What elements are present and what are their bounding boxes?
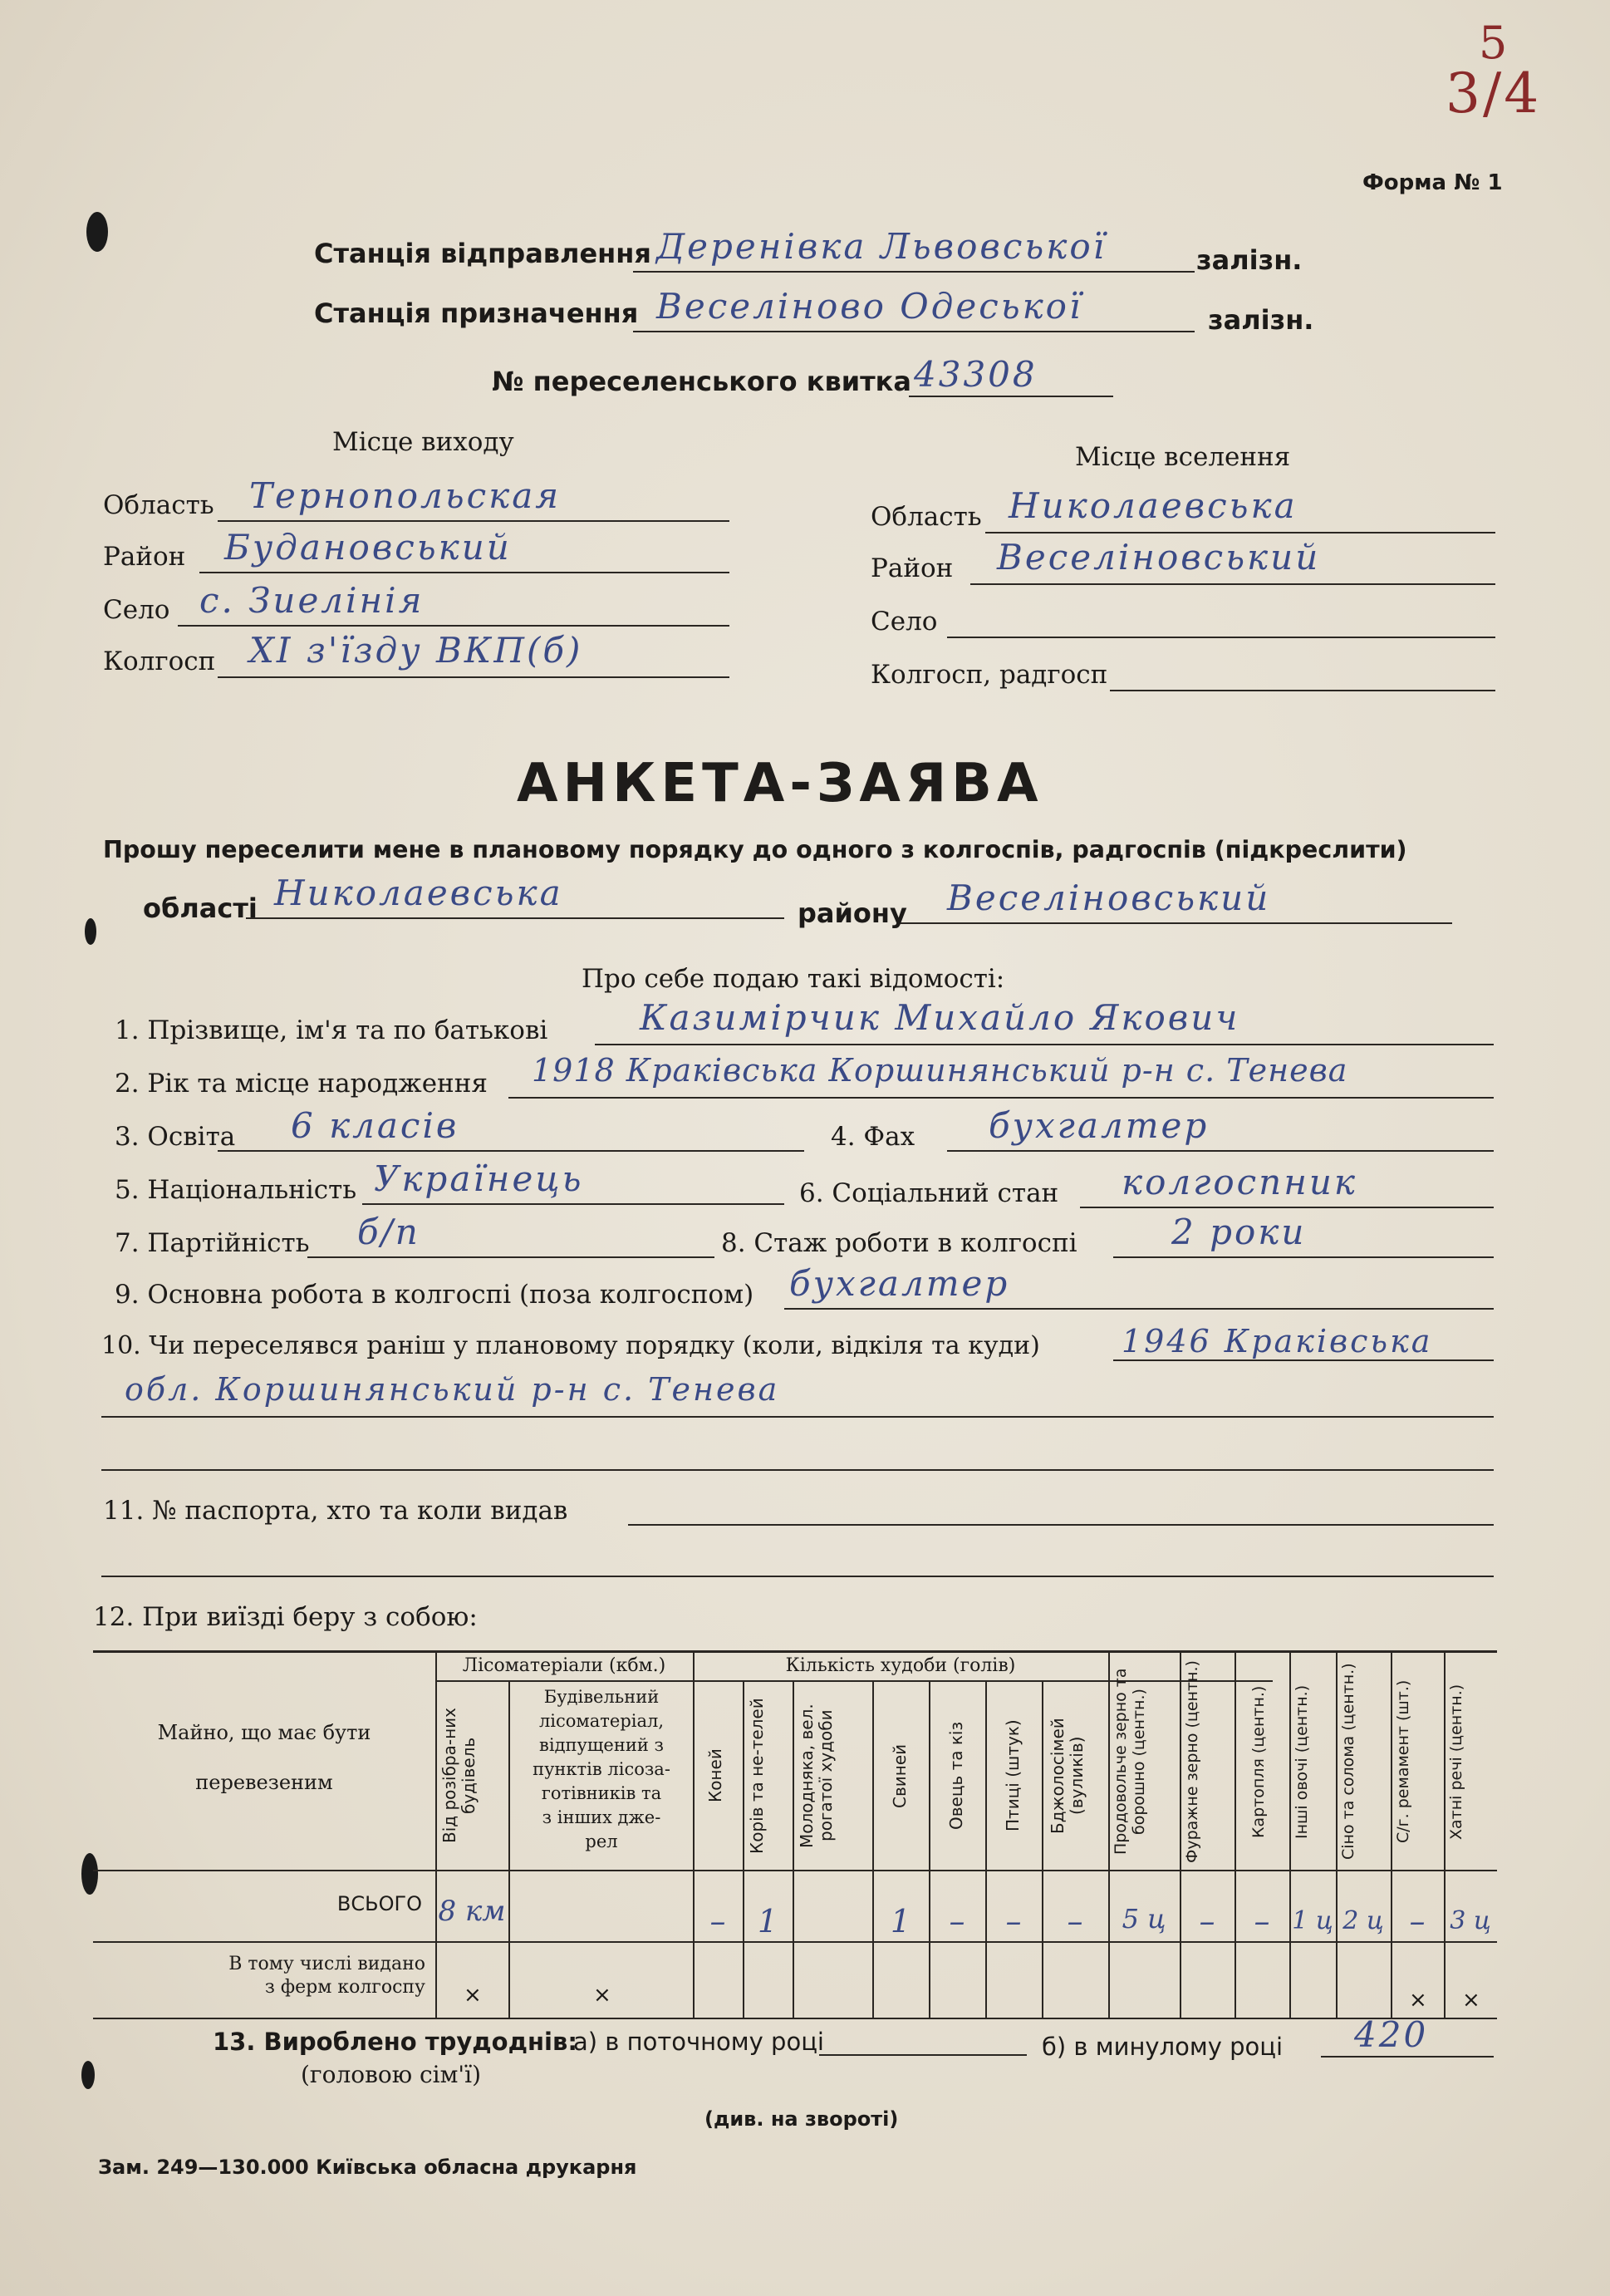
workdays-b-value: 420 [1354,2014,1429,2055]
col-veg: Інші овочі (центн.) [1293,1684,1311,1839]
col-hay: Сіно та солома (центн.) [1339,1663,1357,1861]
settlement-kolhosp-label: Колгосп, радгосп [871,660,1108,690]
item-1-line [595,1044,1494,1045]
issued-mark: × [1409,1988,1427,2013]
row-total-label: ВСЬОГО [336,1892,422,1915]
origin-oblast-line [218,520,729,522]
workdays-a-line [819,2054,1027,2056]
settlement-selo-line [947,637,1495,638]
col-building-line: лісоматеріал, [538,1711,665,1731]
col-horses: Коней [705,1748,725,1803]
item-2-value: 1918 Краківська Коршинянський р-н с. Тенева [532,1052,1348,1089]
cell-bees: – [1067,1903,1083,1940]
item-3-line [218,1150,804,1152]
origin-oblast-value: Тернопольская [249,475,562,516]
folio-bottom: 3/4 [1446,61,1542,125]
item-8-value: 2 роки [1171,1212,1307,1252]
departure-value: Деренівка Львовської [656,226,1107,267]
item-10-line-3 [101,1469,1494,1471]
form-number: Форма № 1 [1362,170,1503,195]
col-building-line: відпущений з [539,1735,664,1755]
item-10-value-2: обл. Коршинянський р-н с. Тенева [125,1371,780,1408]
item-3-value: 6 класів [291,1105,459,1146]
request-raion-value: Веселіновський [947,878,1271,918]
col-fodder: Фуражне зерно (центн.) [1183,1660,1201,1863]
col-potato: Картопля (центн.) [1249,1685,1268,1838]
item-7-value: б/п [357,1212,420,1252]
origin-raion-value: Будановський [224,527,512,568]
col-property-1: Майно, що має бути [157,1721,371,1744]
item-2-label: 2. Рік та місце народження [115,1069,488,1099]
origin-oblast-label: Область [103,490,214,520]
settlement-oblast-line [985,532,1495,533]
col-cows: Корів та не-телей [747,1698,767,1854]
departure-line [633,271,1195,273]
item-6-value: колгоспник [1122,1162,1357,1202]
folio-top: 5 [1479,17,1510,69]
workdays-a-label: а) в поточному році [573,2028,824,2056]
item-5-value: Українець [374,1158,584,1199]
settlement-raion-label: Район [871,553,954,583]
item-4-line [947,1150,1494,1152]
ticket-value: 43308 [914,354,1038,395]
cell-household: 3 ц [1450,1906,1491,1935]
item-4-label: 4. Фах [831,1122,915,1152]
origin-selo-label: Село [103,595,170,625]
issued-mark: × [593,1983,611,2008]
request-oblast-value: Николаевська [274,873,563,913]
origin-kolhosp-value: XI з'їзду ВКП(б) [249,630,583,671]
item-9-value: бухгалтер [789,1263,1010,1304]
cell-horses: – [709,1903,726,1940]
workdays-label: 13. Вироблено трудоднів: [213,2028,577,2056]
col-property-2: перевезеним [195,1771,333,1794]
col-sheep: Овець та кіз [946,1721,966,1831]
row-issued-line: з ферм колгоспу [264,1977,425,1998]
col-building-line: пунктів лісоза- [533,1759,670,1779]
row-issued-line: В тому числі видано [228,1954,425,1974]
punch-hole [85,918,96,945]
destination-label: Станція призначення [314,297,639,329]
item-2-line [508,1097,1494,1099]
request-oblast-label: області [143,892,258,924]
settlement-oblast-value: Николаевська [1009,485,1298,526]
item-7-label: 7. Партійність [115,1228,310,1258]
origin-raion-label: Район [103,542,186,572]
item-11-line [628,1524,1494,1526]
item-7-line [307,1256,714,1258]
item-5-line [362,1203,784,1205]
col-poultry: Птиці (штук) [1003,1719,1023,1832]
request-line: Прошу переселити мене в плановому порядку до одного з колгоспів, радгоспів (підкреслити) [103,836,1407,863]
item-11-line-2 [101,1576,1494,1577]
workdays-b-line [1321,2056,1494,2058]
item-6-line [1080,1207,1494,1208]
col-building-line: Будівельний [543,1687,660,1707]
destination-line [633,331,1195,332]
item-3-label: 3. Освіта [115,1122,236,1152]
cell-sheep: – [949,1903,965,1940]
cell-cows: 1 [757,1903,778,1940]
workdays-sub: (головою сім'ї) [301,2061,481,2088]
item-5-label: 5. Національність [115,1175,357,1205]
cell-pigs: 1 [890,1903,911,1940]
settlement-raion-value: Веселіновський [997,537,1321,578]
intro-line: Про себе подаю такі відомості: [582,964,1005,994]
departure-label: Станція відправлення [314,238,651,269]
col-building-line: з інших дже- [542,1807,661,1827]
issued-mark: × [1462,1988,1480,2013]
item-11-label: 11. № паспорта, хто та коли видав [103,1496,568,1526]
col-building-line: рел [585,1831,618,1851]
item-1-label: 1. Прізвище, ім'я та по батькові [115,1015,548,1045]
item-8-line [1113,1256,1494,1258]
cell-fodder: – [1199,1903,1215,1940]
col-building [510,1685,693,1854]
origin-selo-line [178,625,729,627]
item-1-value: Казимірчик Михайло Якович [640,997,1240,1038]
col-young: Молодняка, вел. рогатої худоби [797,1704,836,1848]
printer-imprint: Зам. 249—130.000 Київська обласна друкарня [98,2156,637,2179]
col-pigs: Свиней [890,1743,910,1808]
col-building-line: готівників та [541,1783,662,1803]
item-9-line [784,1308,1494,1310]
destination-suffix: залізн. [1208,304,1314,336]
origin-selo-value: с. Зиелінія [199,580,425,621]
request-raion-line [901,922,1452,924]
ticket-label: № переселенського квитка [492,366,911,397]
item-4-value: бухгалтер [989,1105,1210,1146]
item-10-line-2 [101,1416,1494,1418]
ticket-line [909,396,1113,397]
issued-mark: × [464,1983,482,2008]
cell-food-grain: 5 ц [1122,1903,1166,1935]
punch-hole [86,212,108,252]
see-back-note: (див. на звороті) [704,2107,899,2131]
page-title: АНКЕТА-ЗАЯВА [517,753,1043,814]
cell-veg: 1 ц [1292,1906,1333,1935]
item-10-label: 10. Чи переселявся раніш у плановому порядку (коли, відкіля та куди) [101,1331,1040,1360]
group-lumber: Лісоматеріали (кбм.) [462,1655,666,1676]
settlement-kolhosp-line [1110,690,1495,691]
col-food-grain: Продовольче зерно та борошно (центн.) [1112,1668,1148,1856]
item-8-label: 8. Стаж роботи в колгоспі [721,1228,1077,1258]
cell-demolished: 8 км [438,1895,506,1928]
settlement-oblast-label: Область [871,502,982,532]
cell-hay: 2 ц [1342,1906,1384,1935]
col-household: Хатні речі (центн.) [1447,1684,1465,1840]
cell-poultry: – [1005,1903,1022,1940]
request-raion-label: району [798,897,907,929]
origin-raion-line [199,572,729,573]
origin-kolhosp-label: Колгосп [103,647,216,676]
item-12-label: 12. При виїзді беру з собою: [93,1602,478,1632]
request-oblast-line [246,917,784,919]
item-6-label: 6. Соціальний стан [799,1178,1059,1208]
origin-title: Місце виходу [332,427,514,457]
workdays-b-label: б) в минулому році [1042,2033,1284,2061]
departure-suffix: залізн. [1196,244,1303,276]
cell-potato: – [1254,1903,1270,1940]
group-livestock: Кількість худоби (голів) [785,1655,1016,1676]
item-10-line [1113,1359,1494,1361]
destination-value: Веселіново Одеської [656,286,1083,327]
punch-hole [81,2061,95,2089]
item-10-value: 1946 Краківська [1122,1323,1433,1359]
punch-hole [81,1853,98,1895]
origin-kolhosp-line [218,676,729,678]
settlement-raion-line [970,583,1495,585]
cell-tools: – [1409,1903,1426,1940]
col-bees: Бджолосімей (вуликів) [1048,1718,1087,1834]
col-demolished: Від розібра-них будівель [439,1708,479,1844]
item-9-label: 9. Основна робота в колгоспі (поза колгоспом) [115,1280,754,1310]
settlement-title: Місце вселення [1075,442,1291,472]
settlement-selo-label: Село [871,607,938,637]
row-issued-label [93,1953,425,1999]
col-tools: С/г. ремамент (шт.) [1394,1679,1412,1844]
